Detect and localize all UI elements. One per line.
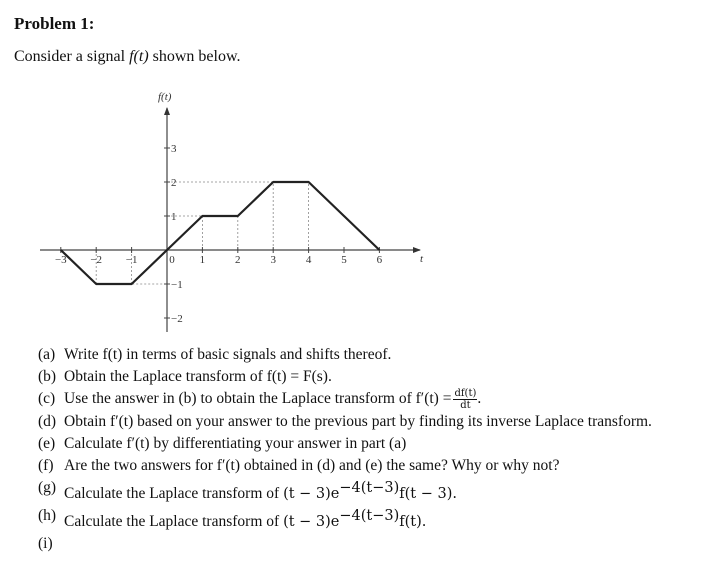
math-expression-tail: f(t). [399, 514, 427, 531]
question-f [38, 455, 678, 477]
question-text: Calculate the Laplace transform of [64, 513, 284, 531]
fraction-numerator: df(t) [454, 388, 477, 399]
question-content [64, 505, 678, 533]
y-tick-label: 3 [171, 143, 177, 155]
intro-before: Consider a signal [14, 48, 130, 65]
y-tick-label: −2 [171, 313, 183, 325]
y-tick-label: −1 [171, 279, 183, 291]
problem-intro [14, 48, 240, 66]
math-expression: (t − 3)e [283, 514, 340, 531]
y-tick-label: 2 [171, 177, 177, 189]
math-exponent: −4(t−3) [339, 508, 400, 525]
question-d [38, 411, 678, 433]
question-g [38, 477, 678, 505]
derivative-fraction [453, 388, 477, 411]
question-label: (c) [38, 390, 56, 407]
question-label: (b) [38, 368, 57, 385]
question-content [64, 477, 678, 505]
x-tick-label: 5 [341, 254, 347, 266]
x-tick-label: 6 [376, 254, 383, 266]
x-tick-label: 3 [270, 254, 276, 266]
question-h [38, 505, 678, 533]
math-exponent: −4(t−3) [339, 480, 400, 496]
question-label: (f) [38, 457, 54, 474]
tick-labels [55, 143, 383, 325]
question-content [64, 388, 678, 411]
question-label: (d) [38, 413, 57, 430]
question-list [38, 344, 678, 553]
question-text: Write f(t) in terms of basic signals and shifts thereof. [64, 346, 392, 363]
question-e [38, 433, 678, 455]
question-a [38, 344, 678, 366]
question-text: Calculate the Laplace transform of [64, 485, 284, 503]
question-tail: . [477, 390, 482, 408]
question-text: Obtain the Laplace transform of f(t) = F(s). [64, 368, 332, 385]
signal-plot [0, 80, 718, 342]
x-tick-label: −2 [90, 254, 103, 266]
question-c [38, 388, 678, 411]
question-label: (g) [38, 479, 57, 496]
question-label: (h) [38, 507, 57, 525]
x-axis-label: t [420, 253, 424, 265]
math-expression-tail: f(t − 3). [399, 486, 457, 503]
signal-curve [61, 182, 380, 284]
question-label: (a) [38, 346, 56, 363]
question-text: Are the two answers for f′(t) obtained in (d) and (e) the same? Why or why not? [64, 457, 560, 474]
x-tick-label: 1 [199, 254, 206, 266]
x-tick-label: 4 [305, 254, 312, 266]
math-expression: (t − 3)e [283, 486, 340, 503]
x-tick-label: 2 [235, 254, 241, 266]
x-tick-label: 0 [169, 254, 175, 266]
x-tick-label: −3 [54, 254, 67, 266]
question-b [38, 366, 678, 388]
y-axis-label: f(t) [158, 91, 172, 103]
question-text: Obtain f′(t) based on your answer to the previous part by finding its inverse Laplace transform. [64, 413, 652, 430]
question-label: (i) [38, 535, 53, 553]
fraction-denominator: dt [460, 400, 471, 411]
question-label: (e) [38, 435, 56, 452]
intro-after: shown below. [148, 48, 241, 65]
y-tick-label: 1 [171, 211, 177, 223]
guide-lines [96, 182, 308, 284]
intro-signal: f(t) [129, 48, 149, 65]
question-text: Use the answer in (b) to obtain the Laplace transform of f′(t) = [64, 390, 452, 408]
question-text: Calculate f′(t) by differentiating your answer in part (a) [64, 435, 407, 452]
problem-title: Problem 1: [14, 14, 95, 33]
x-tick-label: −1 [125, 254, 138, 266]
